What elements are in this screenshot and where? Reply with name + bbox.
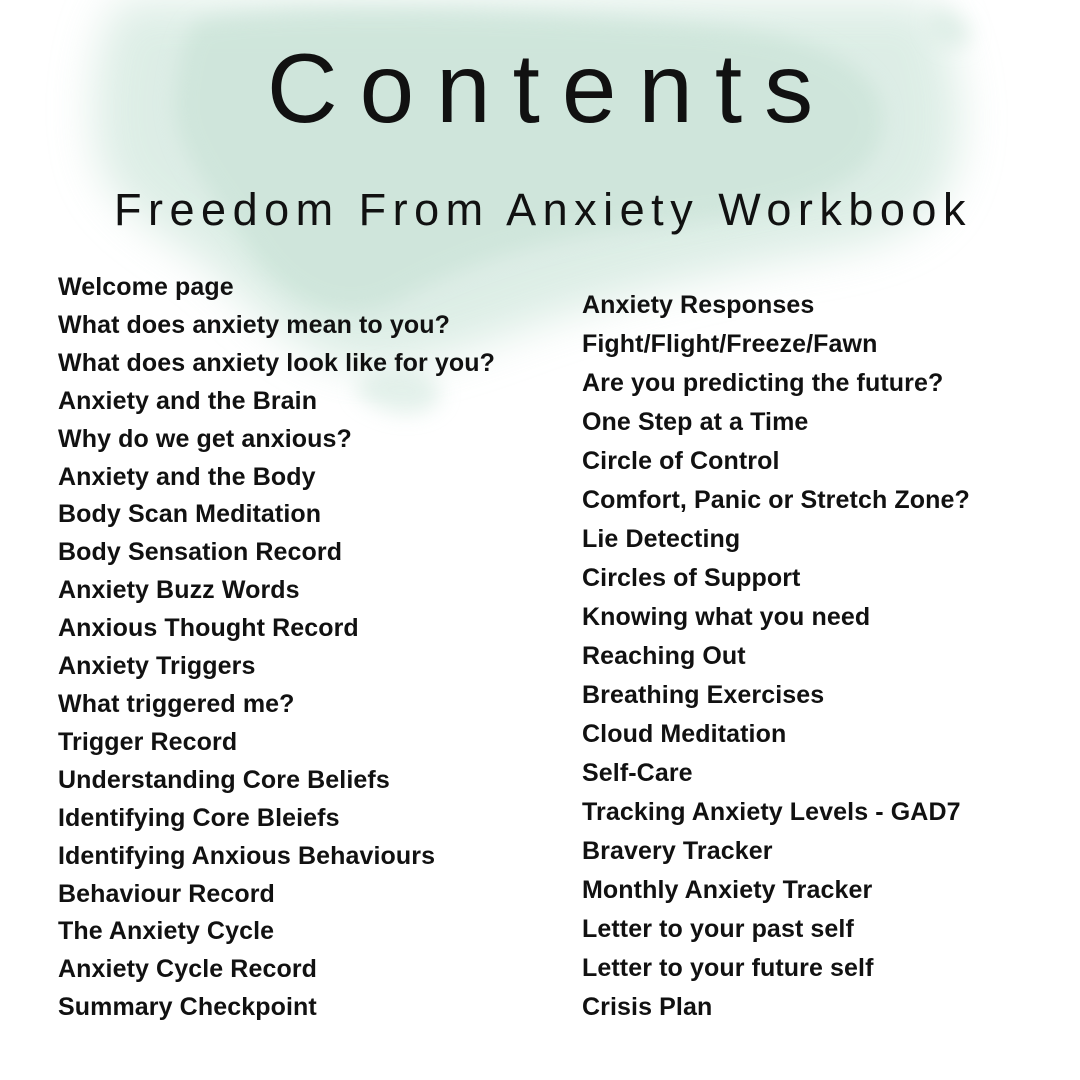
contents-item: Comfort, Panic or Stretch Zone?: [582, 486, 970, 514]
contents-item: Anxious Thought Record: [58, 614, 359, 643]
contents-item: Letter to your future self: [582, 954, 874, 982]
contents-item: Cloud Meditation: [582, 720, 787, 748]
contents-item: Tracking Anxiety Levels - GAD7: [582, 798, 961, 826]
contents-item: Crisis Plan: [582, 993, 713, 1021]
page-title: Contents: [266, 33, 836, 143]
contents-item: Body Scan Meditation: [58, 500, 322, 529]
contents-item: Breathing Exercises: [582, 681, 825, 709]
contents-item: Reaching Out: [582, 642, 746, 670]
contents-item: Anxiety Triggers: [58, 652, 256, 681]
contents-list-right: [582, 286, 970, 1027]
contents-item: The Anxiety Cycle: [58, 917, 275, 946]
contents-item: What triggered me?: [58, 689, 295, 718]
contents-item: What does anxiety look like for you?: [58, 348, 496, 377]
contents-item: Lie Detecting: [582, 525, 741, 553]
contents-item: One Step at a Time: [582, 408, 809, 436]
contents-item: Circle of Control: [582, 447, 780, 475]
contents-item: Trigger Record: [58, 727, 238, 756]
contents-item: Welcome page: [58, 273, 234, 301]
contents-item: Bravery Tracker: [582, 837, 773, 865]
contents-item: Anxiety Responses: [582, 291, 815, 319]
contents-item: Anxiety Cycle Record: [58, 955, 318, 984]
contents-item: Are you predicting the future?: [582, 369, 944, 397]
contents-item: Anxiety and the Body: [58, 462, 316, 491]
contents-list-left: [58, 269, 495, 1027]
contents-item: Anxiety and the Brain: [58, 386, 318, 415]
contents-item: Self-Care: [582, 759, 693, 787]
contents-item: Anxiety Buzz Words: [58, 576, 300, 605]
page-subtitle: Freedom From Anxiety Workbook: [114, 184, 972, 235]
contents-item: Summary Checkpoint: [58, 993, 317, 1022]
contents-item: Monthly Anxiety Tracker: [582, 876, 873, 904]
contents-item: Understanding Core Beliefs: [58, 765, 390, 794]
contents-item: Identifying Anxious Behaviours: [58, 841, 436, 870]
contents-item: Circles of Support: [582, 564, 801, 592]
contents-item: Why do we get anxious?: [58, 424, 352, 453]
contents-item: Knowing what you need: [582, 603, 871, 631]
contents-item: Body Sensation Record: [58, 538, 343, 567]
contents-item: Letter to your past self: [582, 915, 854, 943]
contents-item: Fight/Flight/Freeze/Fawn: [582, 330, 878, 358]
contents-item: What does anxiety mean to you?: [58, 310, 450, 339]
contents-item: Behaviour Record: [58, 879, 275, 908]
contents-item: Identifying Core Bleiefs: [58, 803, 340, 832]
